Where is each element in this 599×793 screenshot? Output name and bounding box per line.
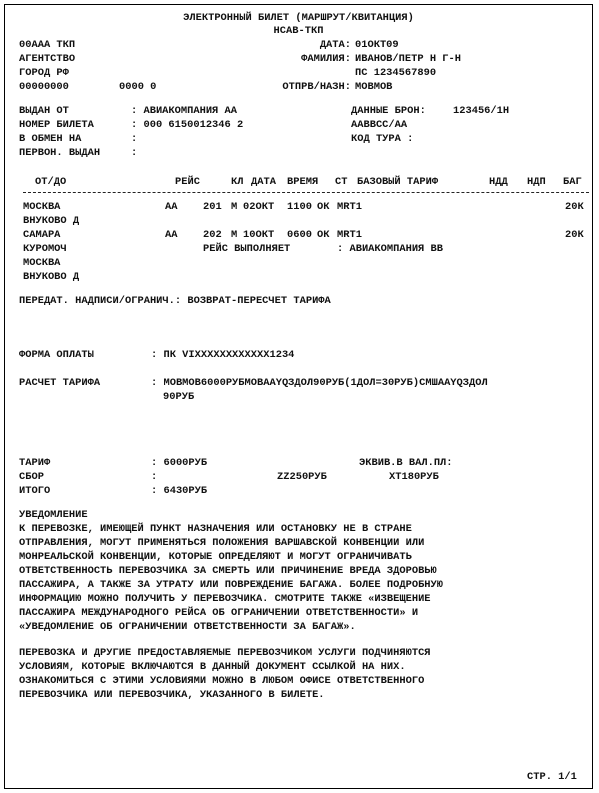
passport-value: ПС 1234567890 <box>355 67 437 79</box>
payment-value: : ПК VIXXXXXXXXXXXX1234 <box>151 349 295 361</box>
notice-line: ПАССАЖИРА, А ТАКЖЕ ЗА УТРАТУ ИЛИ ПОВРЕЖДЕНИЕ БАГАЖА. БОЛЕЕ ПОДРОБНУЮ <box>19 579 444 591</box>
notice-line: МОНРЕАЛЬСКОЙ КОНВЕНЦИИ, КОТОРЫЕ ОПРЕДЕЛЯЮТ И МОГУТ ОГРАНИЧИВАТЬ <box>19 551 412 563</box>
original-issue-label: ПЕРВОН. ВЫДАН <box>19 147 101 159</box>
tax-xt: XT180РУБ <box>389 471 439 483</box>
ticket-number-label: НОМЕР БИЛЕТА <box>19 119 94 131</box>
conditions-line: УСЛОВИЯМ, КОТОРЫЕ ВКЛЮЧАЮТСЯ В ДАННЫЙ ДОКУМЕНТ ССЫЛКОЙ НА НИХ. <box>19 661 406 673</box>
segment-baggage: 20К <box>565 201 584 213</box>
conditions-line: ОЗНАКОМИТЬСЯ С ЭТИМИ УСЛОВИЯМИ МОЖНО В ЛЮБОМ ОФИСЕ ОТВЕТСТВЕННОГО <box>19 675 425 687</box>
col-class: КЛ <box>231 176 244 188</box>
agency-code: 00ААА ТКП <box>19 39 76 51</box>
segment-time: 1100 <box>287 201 312 213</box>
agency-name: АГЕНТСТВО <box>19 53 76 65</box>
segment-to: МОСКВА <box>23 257 61 269</box>
segment-fare: MRT1 <box>337 229 362 241</box>
col-baggage: БАГ <box>563 176 582 188</box>
issued-by-value: : АВИАКОМПАНИЯ АА <box>131 105 238 117</box>
segment-date: 02ОКТ <box>243 201 275 213</box>
col-time: ВРЕМЯ <box>287 176 319 188</box>
segment-status: ОК <box>317 229 330 241</box>
segment-flight: 201 <box>203 201 222 213</box>
total-value: : 6430РУБ <box>151 485 208 497</box>
segment-airport: ВНУКОВО Д <box>23 215 80 227</box>
segment-status: ОК <box>317 201 330 213</box>
agency-number: 00000000 <box>19 81 69 93</box>
notice-line: ОТПРАВЛЕНИЯ, МОГУТ ПРИМЕНЯТЬСЯ ПОЛОЖЕНИЯ ВАРШАВСКОЙ КОНВЕНЦИИ ИЛИ <box>19 537 425 549</box>
booking-value: 123456/1Н <box>453 105 510 117</box>
col-base-fare: БАЗОВЫЙ ТАРИФ <box>357 176 439 188</box>
col-ndp: НДП <box>527 176 546 188</box>
agency-number-2: 0000 0 <box>119 81 157 93</box>
passenger-name: ИВАНОВ/ПЕТР Н Г-Н <box>355 53 462 65</box>
document-subtitle: НСАВ-ТКП <box>273 25 324 37</box>
operated-by-label: РЕЙС ВЫПОЛНЯЕТ <box>203 243 291 255</box>
segment-airport: ВНУКОВО Д <box>23 271 80 283</box>
tax-colon: : <box>151 471 158 483</box>
date-label: ДАТА: <box>319 39 351 51</box>
operated-by-value: : АВИАКОМПАНИЯ ВВ <box>337 243 444 255</box>
original-issue-value: : <box>131 147 138 159</box>
tour-code-label: КОД ТУРА : <box>351 133 414 145</box>
fare-calc-label: РАСЧЕТ ТАРИФА <box>19 377 101 389</box>
segment-from: САМАРА <box>23 229 61 241</box>
date-value: 01ОКТ09 <box>355 39 399 51</box>
fare-label: ТАРИФ <box>19 457 51 469</box>
document-title: ЭЛЕКТРОННЫЙ БИЛЕТ (МАРШРУТ/КВИТАНЦИЯ) <box>183 12 414 24</box>
equivalent-label: ЭКВИВ.В ВАЛ.ПЛ: <box>359 457 453 469</box>
issued-by-label: ВЫДАН ОТ <box>19 105 69 117</box>
agency-city: ГОРОД РФ <box>19 67 69 79</box>
table-divider <box>23 192 589 193</box>
exchange-label: В ОБМЕН НА <box>19 133 82 145</box>
ticket-number-value: : 000 6150012346 2 <box>131 119 244 131</box>
segment-class: М <box>231 201 238 213</box>
surname-label: ФАМИЛИЯ: <box>301 53 351 65</box>
fare-calc-line-2: 90РУБ <box>163 391 195 403</box>
fare-value: : 6000РУБ <box>151 457 208 469</box>
notice-line: ОТВЕТСТВЕННОСТЬ ПЕРЕВОЗЧИКА ЗА СМЕРТЬ ИЛИ ПРИЧИНЕНИЕ ВРЕДА ЗДОРОВЬЮ <box>19 565 437 577</box>
tax-label: СБОР <box>19 471 44 483</box>
segment-time: 0600 <box>287 229 312 241</box>
booking-code: ААВВСС/АА <box>351 119 408 131</box>
notice-line: «УВЕДОМЛЕНИЕ ОБ ОГРАНИЧЕНИИ ОТВЕТСТВЕННОСТИ ЗА БАГАЖ». <box>19 621 356 633</box>
segment-fare: MRT1 <box>337 201 362 213</box>
exchange-value: : <box>131 133 138 145</box>
col-from-to: ОТ/ДО <box>35 176 67 188</box>
segment-date: 10ОКТ <box>243 229 275 241</box>
conditions-line: ПЕРЕВОЗЧИКА ИЛИ ПЕРЕВОЗЧИКА, УКАЗАННОГО В БИЛЕТЕ. <box>19 689 325 701</box>
route-value: МОВМОВ <box>355 81 393 93</box>
restrictions-line: ПЕРЕДАТ. НАДПИСИ/ОГРАНИЧ.: ВОЗВРАТ-ПЕРЕСЧЕТ ТАРИФА <box>19 295 331 307</box>
notice-line: ИНФОРМАЦИЮ МОЖНО ПОЛУЧИТЬ У ПЕРЕВОЗЧИКА. СМОТРИТЕ ТАКЖЕ «ИЗВЕЩЕНИЕ <box>19 593 431 605</box>
tax-zz: ZZ250РУБ <box>277 471 327 483</box>
booking-label: ДАННЫЕ БРОН: <box>351 105 426 117</box>
col-status: СТ <box>335 176 348 188</box>
col-flight: РЕЙС <box>175 176 200 188</box>
total-label: ИТОГО <box>19 485 51 497</box>
segment-baggage: 20К <box>565 229 584 241</box>
col-date: ДАТА <box>251 176 276 188</box>
segment-carrier: АА <box>165 201 178 213</box>
payment-label: ФОРМА ОПЛАТЫ <box>19 349 94 361</box>
segment-class: М <box>231 229 238 241</box>
segment-flight: 202 <box>203 229 222 241</box>
segment-carrier: АА <box>165 229 178 241</box>
segment-airport: КУРОМОЧ <box>23 243 67 255</box>
col-ndd: НДД <box>489 176 508 188</box>
conditions-line: ПЕРЕВОЗКА И ДРУГИЕ ПРЕДОСТАВЛЯЕМЫЕ ПЕРЕВОЗЧИКОМ УСЛУГИ ПОДЧИНЯЮТСЯ <box>19 647 431 659</box>
page-number: СТР. 1/1 <box>527 771 577 783</box>
notice-line: К ПЕРЕВОЗКЕ, ИМЕЮЩЕЙ ПУНКТ НАЗНАЧЕНИЯ ИЛИ ОСТАНОВКУ НЕ В СТРАНЕ <box>19 523 412 535</box>
fare-calc-line-1: : МОВМОВ6000РУБМОВААYQЗДОЛ90РУБ(1ДОЛ=30РУБ)СМШААYQЗДОЛ <box>151 377 488 389</box>
notice-title: УВЕДОМЛЕНИЕ <box>19 509 88 521</box>
ticket-page <box>4 4 593 789</box>
segment-from: МОСКВА <box>23 201 61 213</box>
notice-line: ПАССАЖИРА МЕЖДУНАРОДНОГО РЕЙСА ОБ ОГРАНИЧЕНИИ ОТВЕТСТВЕННОСТИ» И <box>19 607 419 619</box>
route-label: ОТПРВ/НАЗН: <box>282 81 351 93</box>
